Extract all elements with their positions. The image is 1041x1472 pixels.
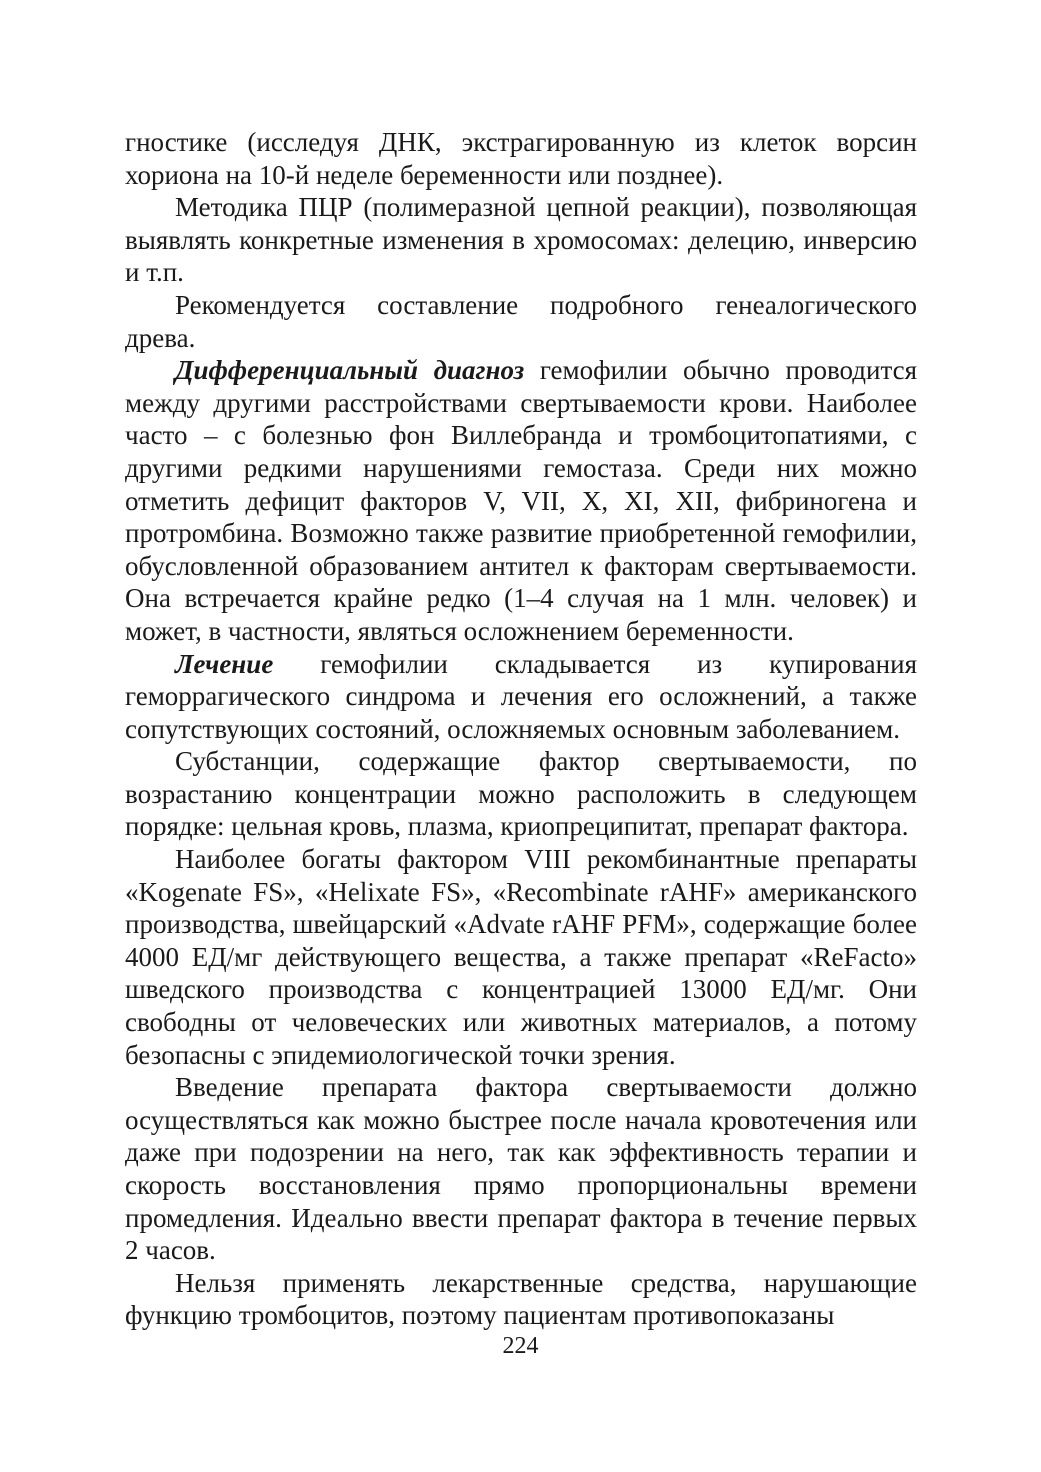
paragraph-1-text: гностике (исследуя ДНК, экстрагированную из клеток ворсин хориона на 10-й неделе беременности или позднее). [125,127,917,190]
paragraph-5-text: гемофилии складывается из купирования геморрагического синдрома и лечения его осложнений, а также сопутствующих состояний, осложняемых основным заболеванием. [125,648,917,744]
paragraph-9 [125,1267,917,1332]
paragraph-8-text: Введение препарата фактора свертываемости должно осуществляться как можно быстрее после начала кровотечения или даже при подозрении на него, так как эффективность терапии и скорость восстановления прямо пропорциональны времени промедления. Идеально ввести препарат фактора в течение первых 2 часов. [125,1072,917,1266]
paragraph-3 [125,289,917,354]
paragraph-8 [125,1071,917,1267]
paragraph-treatment [125,648,917,746]
page-number: 224 [502,1333,539,1359]
term-differential-diagnosis: Дифференциальный диагноз [175,355,525,386]
paragraph-6-text: Субстанции, содержащие фактор свертываемости, по возрастанию концентрации можно расположить в следующем порядке: цельная кровь, плазма, криопреципитат, препарат фактора. [125,746,917,842]
paragraph-7 [125,843,917,1071]
paragraph-1 [125,126,917,191]
term-treatment: Лечение [175,648,274,679]
paragraph-4-text: гемофилии обычно проводится между другими расстройствами свертываемости крови. Наиболее часто – с болезнью фон Виллебранда и тромбоцитопатиями, с другими редкими нарушениями гемостаза. Среди них можно отметить дефицит факторов V, VII, X, XI, XII, фибриногена и протромбина. Возможно также развитие приобретенной гемофилии, обусловленной образованием антител к факторам свертываемости. Она встречается крайне редко (1–4 случая на 1 млн. человек) и может, в частности, являться осложнением беременности. [125,355,917,646]
paragraph-differential-diagnosis [125,354,917,647]
page-body [125,126,917,1332]
paragraph-2 [125,191,917,289]
paragraph-7-text: Наиболее богаты фактором VIII рекомбинантные препараты «Kogenate FS», «Helixate FS», «Recombinate rAHF» американского производства, швейцарский «Advate rAHF PFM», содержащие более 4000 ЕД/мг действующего вещества, а также препарат «ReFacto» шведского производства с концентрацией 13000 ЕД/мг. Они свободны от человеческих или животных материалов, а потому безопасны с эпидемиологической точки зрения. [125,844,917,1070]
paragraph-2-text: Методика ПЦР (полимеразной цепной реакции), позволяющая выявлять конкретные изменения в хромосомах: делецию, инверсию и т.п. [125,192,917,288]
paragraph-6 [125,745,917,843]
paragraph-3-text: Рекомендуется составление подробного генеалогического древа. [125,289,917,353]
paragraph-9-text: Нельзя применять лекарственные средства, нарушающие функцию тромбоцитов, поэтому пациентам противопоказаны [125,1267,917,1331]
